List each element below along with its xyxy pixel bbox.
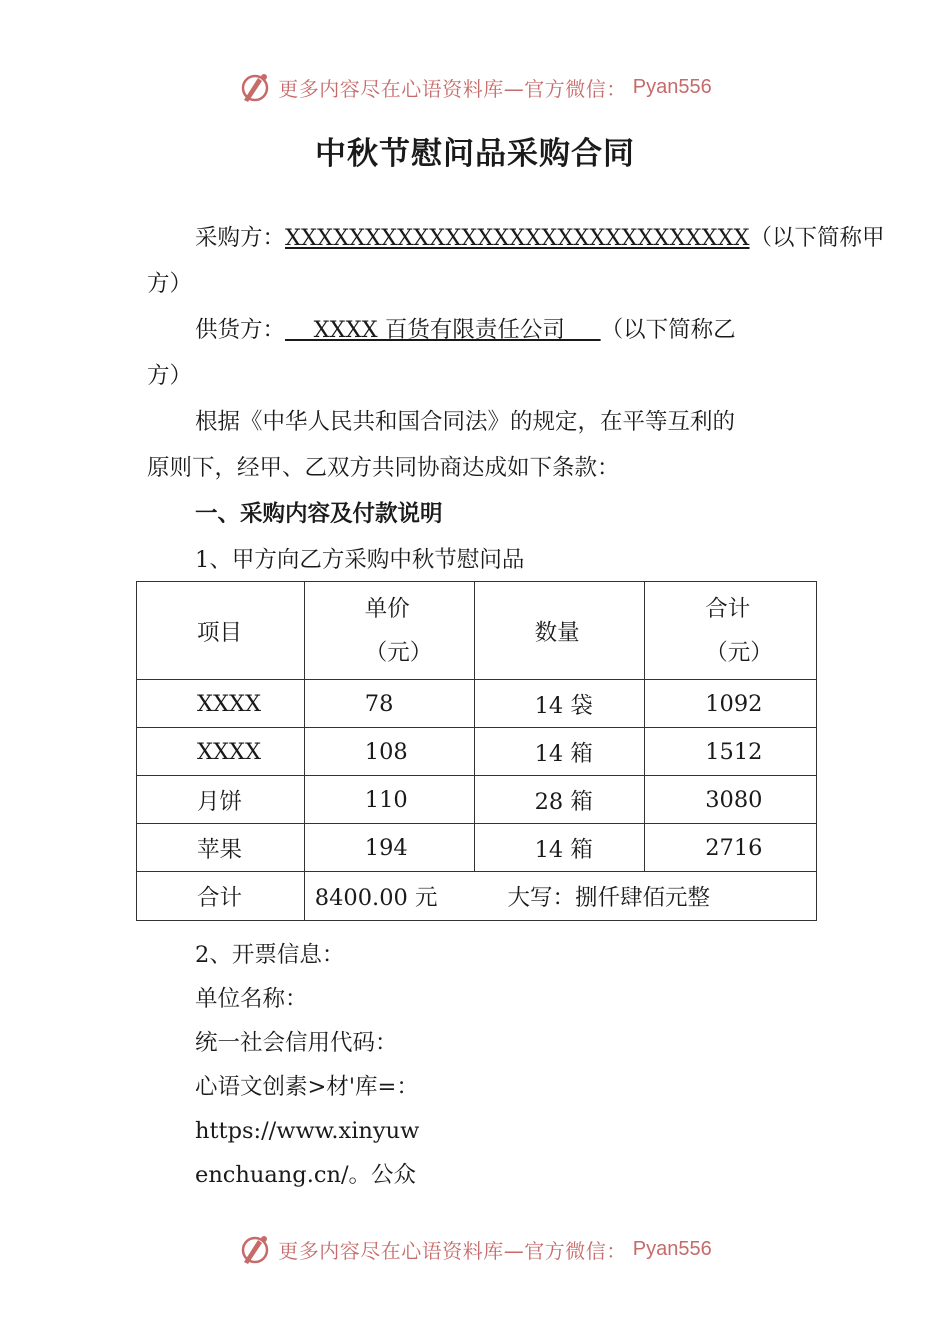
header-item: 项目	[137, 582, 305, 680]
ink-pen-logo-icon	[238, 1232, 272, 1266]
sum-capital: 大写：捌仟肆佰元整	[507, 885, 710, 911]
invoice-section	[195, 933, 815, 1197]
banner-wechat-id: Pyan556	[632, 75, 712, 98]
bottom-banner	[0, 1232, 950, 1272]
row-price: 108	[304, 728, 474, 776]
header-price	[304, 582, 474, 680]
header-total	[645, 582, 817, 680]
header-total-line1: 合计	[705, 595, 751, 622]
section-sub-1: 1、甲方向乙方采购中秋节慰问品	[195, 547, 525, 573]
table-row	[137, 680, 817, 728]
table-row	[137, 776, 817, 824]
row-total: 2716	[645, 824, 817, 872]
purchase-table	[136, 581, 817, 921]
banner-text: 更多内容尽在心语资料库—官方微信：	[278, 1238, 627, 1263]
row-qty: 14 袋	[474, 680, 645, 728]
buyer-label: 采购方：	[195, 225, 286, 251]
invoice-unit-name: 单位名称：	[195, 986, 308, 1012]
intro-line-2: 原则下，经甲、乙双方共同协商达成如下条款：	[147, 455, 620, 481]
banner-text: 更多内容尽在心语资料库—官方微信：	[278, 76, 627, 101]
ink-pen-logo-icon	[238, 70, 272, 104]
header-qty: 数量	[474, 582, 645, 680]
buyer-suffix-line: 方）	[147, 271, 193, 297]
supplier-label: 供货方：	[195, 317, 286, 343]
supplier-suffix: （以下简称乙	[600, 317, 736, 343]
sum-value-cell	[304, 872, 816, 921]
intro-line-1: 根据《中华人民共和国合同法》的规定，在平等互利的	[195, 409, 736, 435]
section-heading: 一、采购内容及付款说明	[195, 501, 443, 527]
header-price-line2: （元）	[364, 639, 433, 666]
row-item: XXXX	[137, 680, 305, 728]
sum-label: 合计	[137, 872, 305, 921]
table-header-row	[137, 582, 817, 680]
row-total: 1092	[645, 680, 817, 728]
supplier-line	[147, 307, 812, 353]
table-row	[137, 728, 817, 776]
row-total: 3080	[645, 776, 817, 824]
invoice-heading: 2、开票信息：	[195, 942, 345, 968]
row-total: 1512	[645, 728, 817, 776]
table-sum-row	[137, 872, 817, 921]
buyer-line	[147, 215, 885, 261]
row-item: XXXX	[137, 728, 305, 776]
contract-body	[147, 215, 885, 583]
row-qty: 14 箱	[474, 728, 645, 776]
row-qty: 28 箱	[474, 776, 645, 824]
row-price: 78	[304, 680, 474, 728]
invoice-credit-code: 统一社会信用代码：	[195, 1030, 398, 1056]
buyer-suffix: （以下简称甲	[749, 225, 885, 251]
document-title: 中秋节慰问品采购合同	[315, 136, 635, 172]
header-total-line2: （元）	[705, 639, 773, 666]
banner-wechat-id: Pyan556	[632, 1237, 712, 1260]
buyer-name: XXXXXXXXXXXXXXXXXXXXXXXXXXXXX	[285, 225, 750, 251]
row-qty: 14 箱	[474, 824, 645, 872]
row-price: 194	[304, 824, 474, 872]
supplier-name: XXXX 百货有限责任公司	[285, 317, 601, 343]
row-price: 110	[304, 776, 474, 824]
table-row	[137, 824, 817, 872]
sum-amount: 8400.00 元	[314, 885, 438, 911]
top-banner	[0, 70, 950, 110]
row-item: 月饼	[137, 776, 305, 824]
header-price-line1: 单价	[364, 595, 410, 622]
watermark-line-3: enchuang.cn/。公众	[195, 1162, 417, 1188]
row-item: 苹果	[137, 824, 305, 872]
watermark-line-2: https://www.xinyuw	[195, 1118, 420, 1144]
supplier-suffix-line: 方）	[147, 363, 193, 389]
watermark-line-1: 心语文创素>材'库=：	[195, 1074, 419, 1100]
